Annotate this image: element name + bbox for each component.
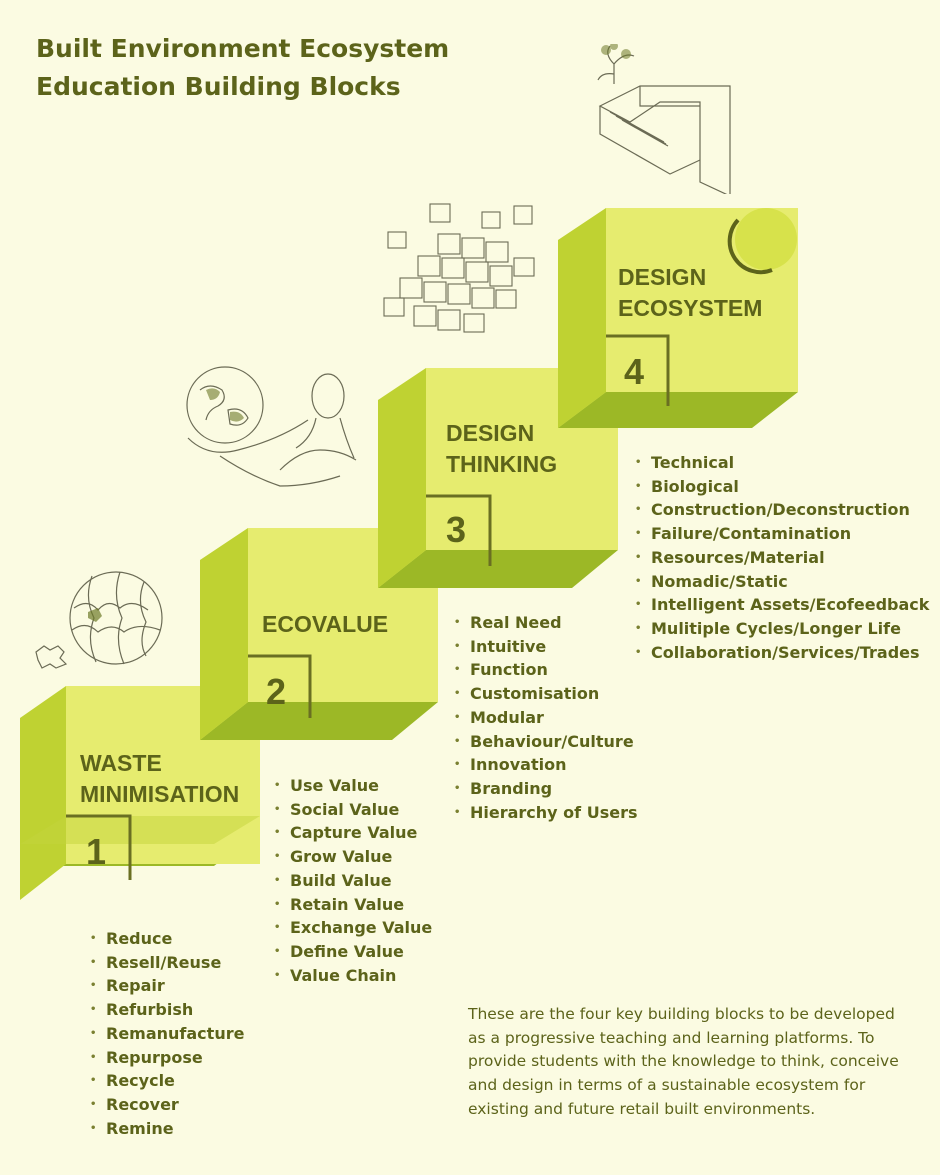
list-item: • Exchange Value — [274, 916, 432, 940]
list-item: • Mulitiple Cycles/Longer Life — [635, 617, 929, 641]
list-item: • Social Value — [274, 798, 432, 822]
block-3-label-line2: THINKING — [446, 451, 558, 477]
accent-circle — [735, 208, 797, 270]
block-1-list — [90, 927, 244, 1140]
list-item: • Retain Value — [274, 893, 432, 917]
block-1-label-line2: MINIMISATION — [80, 781, 240, 807]
block-2-number: 2 — [266, 671, 287, 712]
list-item: • Remanufacture — [90, 1022, 244, 1046]
list-item: • Build Value — [274, 869, 432, 893]
block-1-left-face — [20, 686, 66, 900]
list-item: • Grow Value — [274, 845, 432, 869]
block-3-number: 3 — [446, 509, 467, 550]
list-item: • Resources/Material — [635, 546, 929, 570]
list-item: • Branding — [454, 777, 637, 801]
list-item: • Construction/Deconstruction — [635, 498, 929, 522]
block-4-number: 4 — [624, 351, 645, 392]
block-4-list — [635, 451, 929, 664]
list-item: • Intelligent Assets/Ecofeedback — [635, 593, 929, 617]
block-3-list — [454, 611, 637, 824]
block-4-label-line2: ECOSYSTEM — [618, 295, 763, 321]
list-item: • Hierarchy of Users — [454, 801, 637, 825]
list-item: • Use Value — [274, 774, 432, 798]
list-item: • Failure/Contamination — [635, 522, 929, 546]
list-item: • Repair — [90, 974, 244, 998]
list-item: • Biological — [635, 475, 929, 499]
list-item: • Refurbish — [90, 998, 244, 1022]
list-item: • Function — [454, 658, 637, 682]
block-2-label-line1: ECOVALUE — [262, 611, 389, 637]
list-item: • Modular — [454, 706, 637, 730]
list-item: • Collaboration/Services/Trades — [635, 641, 929, 665]
list-item: • Intuitive — [454, 635, 637, 659]
list-item: • Value Chain — [274, 964, 432, 988]
list-item: • Recover — [90, 1093, 244, 1117]
block-2-list — [274, 774, 432, 987]
block-1-label-line1: WASTE — [80, 750, 162, 776]
list-item: • Behaviour/Culture — [454, 730, 637, 754]
list-item: • Resell/Reuse — [90, 951, 244, 975]
list-item: • Define Value — [274, 940, 432, 964]
description-paragraph: These are the four key building blocks to be developed as a progressive teaching and learning platforms. To provide students with the knowledge to think, conceive and design in terms of a sustainable ecosystem for existing and future retail built environments. — [468, 1005, 899, 1118]
list-item: • Recycle — [90, 1069, 244, 1093]
list-item: • Real Need — [454, 611, 637, 635]
list-item: • Technical — [635, 451, 929, 475]
block-4-left-face — [558, 208, 606, 428]
list-item: • Capture Value — [274, 821, 432, 845]
list-item: • Nomadic/Static — [635, 570, 929, 594]
list-item: • Reduce — [90, 927, 244, 951]
block-3-label-line1: DESIGN — [446, 420, 535, 446]
block-4 — [558, 208, 798, 428]
title-line-1: Built Environment Ecosystem — [36, 34, 450, 63]
title-line-2: Education Building Blocks — [36, 72, 401, 101]
list-item: • Remine — [90, 1117, 244, 1141]
list-item: • Customisation — [454, 682, 637, 706]
block-3-left-face — [378, 368, 426, 588]
block-4-label-line1: DESIGN — [618, 264, 707, 290]
list-item: • Innovation — [454, 753, 637, 777]
block-1-number: 1 — [86, 831, 107, 872]
list-item: • Repurpose — [90, 1046, 244, 1070]
